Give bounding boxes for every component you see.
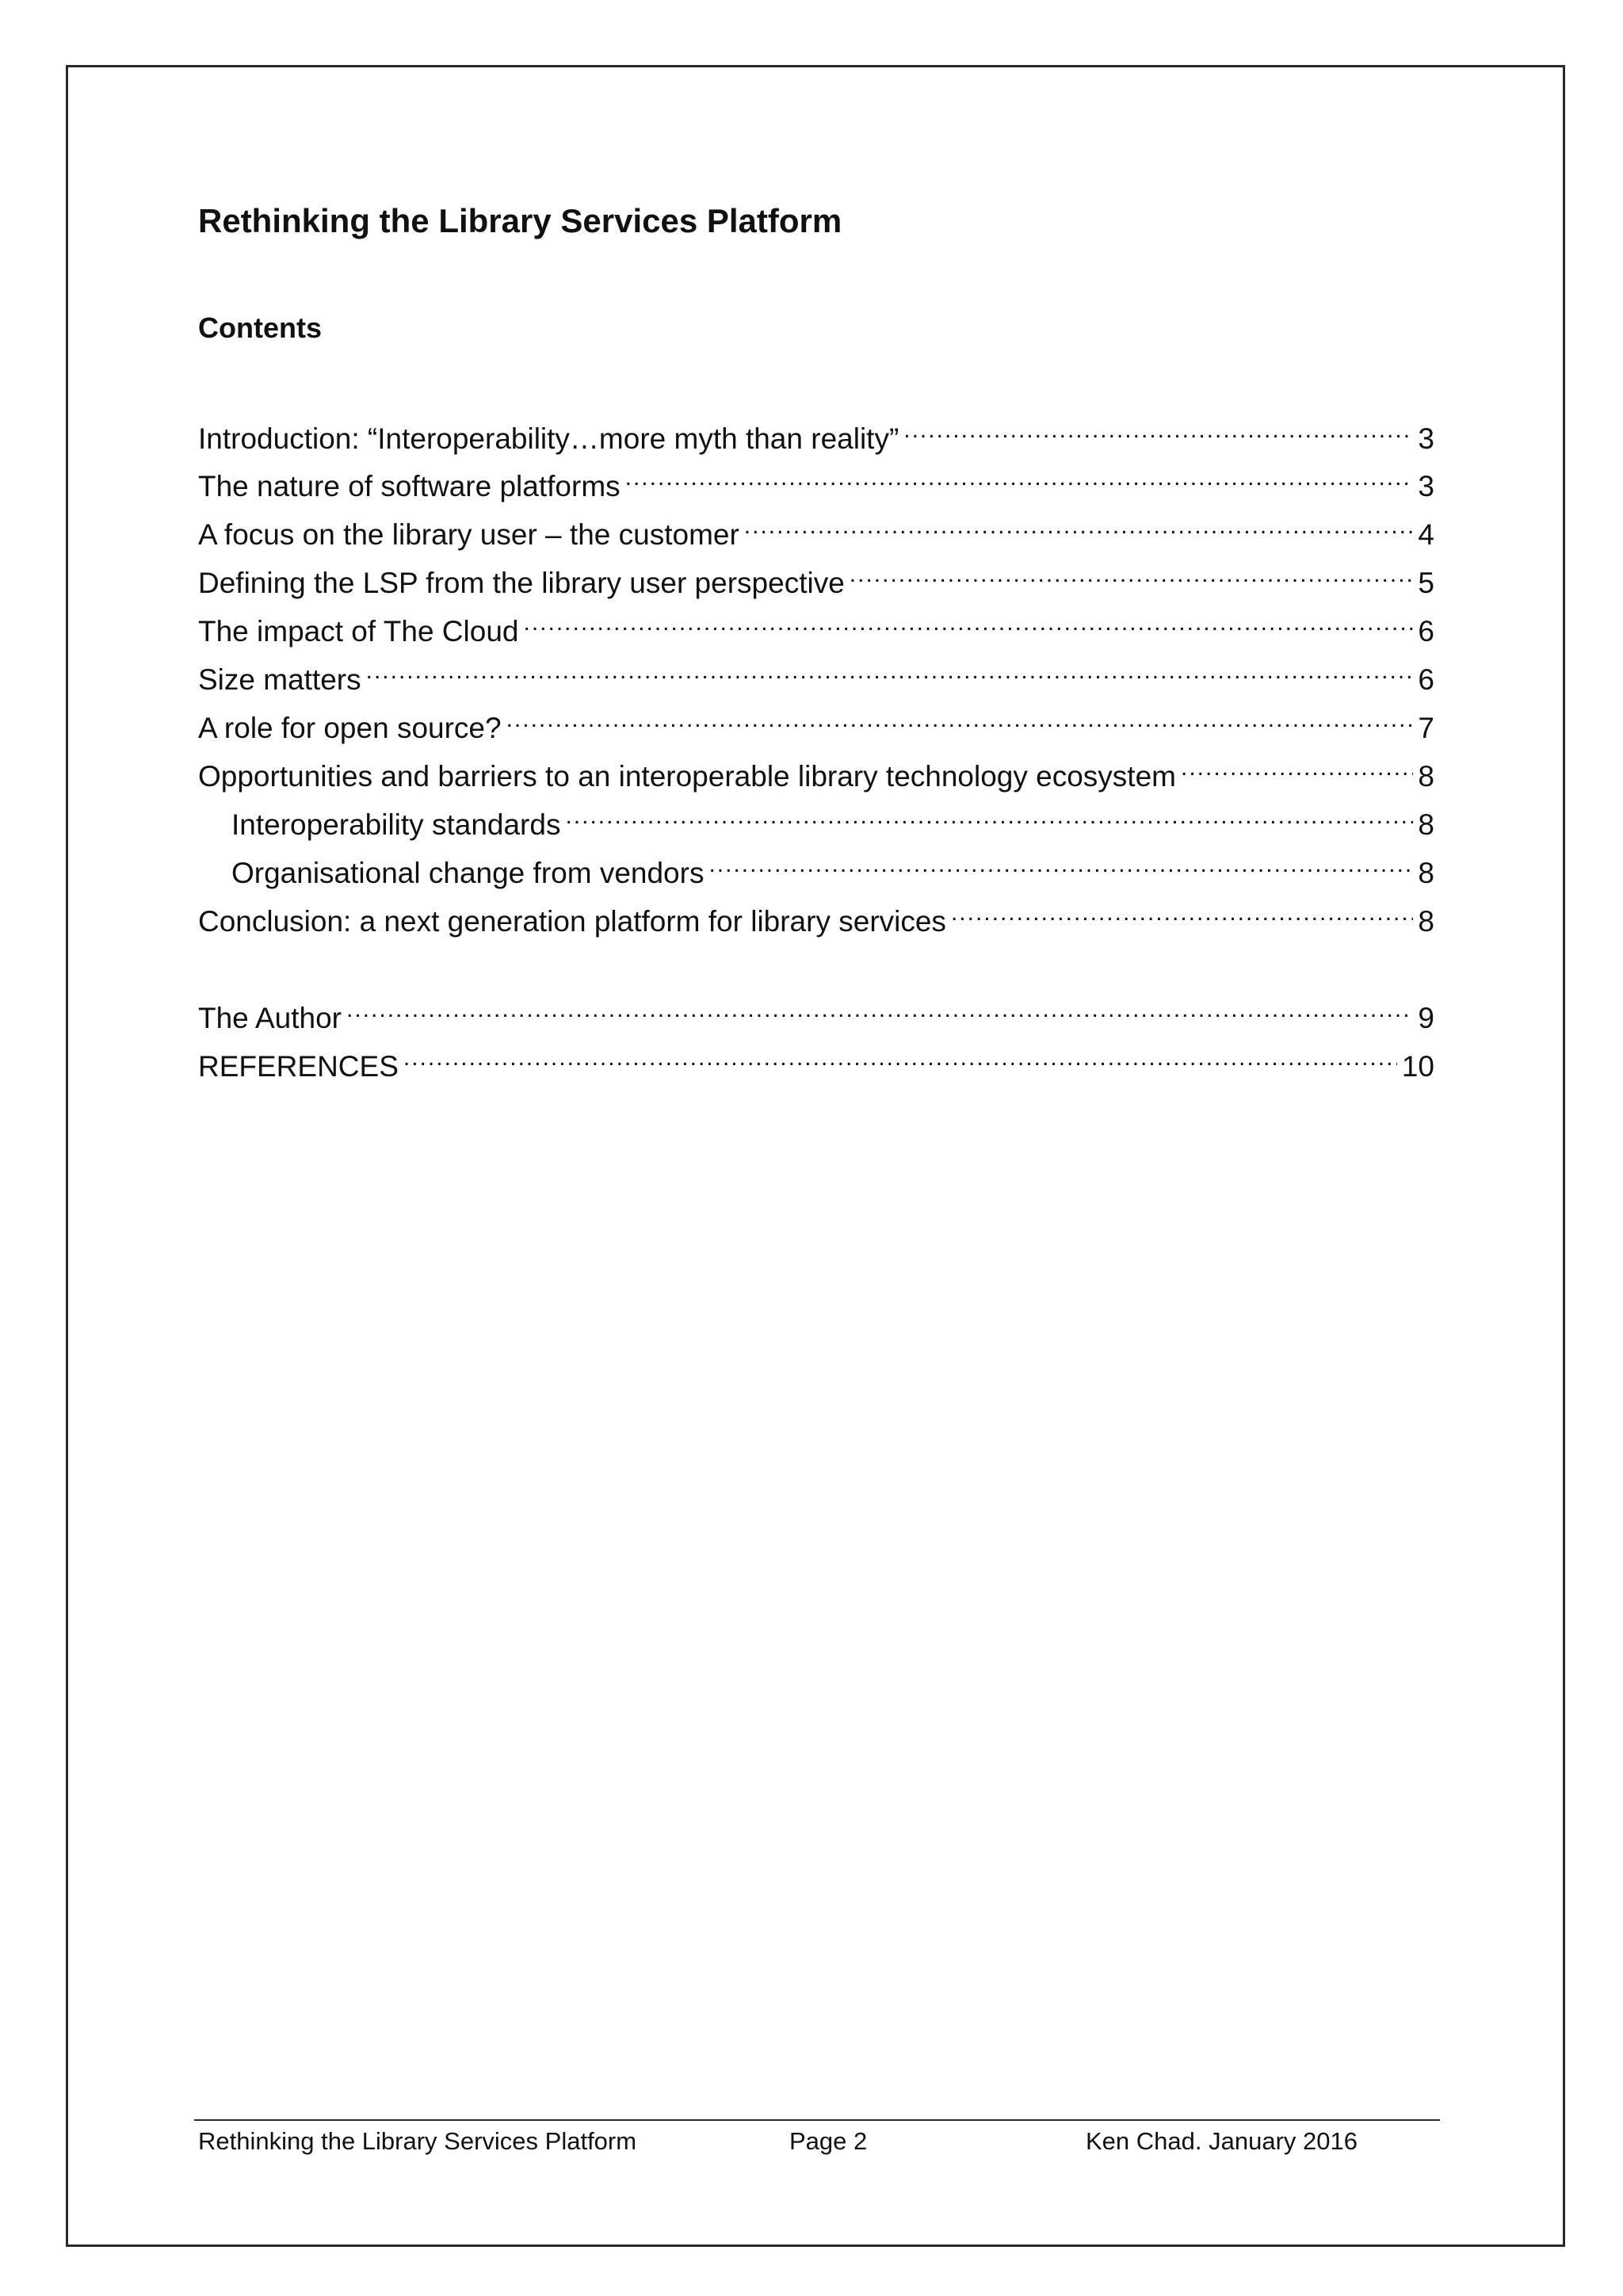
footer-divider: [194, 2119, 1440, 2121]
toc-page-number: 7: [1418, 712, 1434, 744]
toc-entry-title: Introduction: “Interoperability…more myth than reality”: [198, 422, 899, 455]
toc-dot-leader: [850, 555, 1414, 593]
toc-entry-role-for-open-source[interactable]: [198, 700, 1434, 744]
toc-page-number: 8: [1418, 808, 1434, 841]
toc-entry-title: Organisational change from vendors: [231, 857, 705, 889]
toc-page-number: 8: [1418, 905, 1434, 938]
toc-entry-conclusion[interactable]: [198, 893, 1434, 938]
toc-entry-defining-the-lsp[interactable]: [198, 555, 1434, 599]
toc-entry-title: The impact of The Cloud: [198, 615, 519, 648]
toc-entry-references[interactable]: [198, 1038, 1434, 1083]
toc-entry-nature-of-software-platforms[interactable]: [198, 458, 1434, 502]
toc-page-number: 9: [1418, 1002, 1434, 1034]
toc-entry-title: The nature of software platforms: [198, 470, 621, 502]
toc-dot-leader: [565, 797, 1413, 835]
toc-entry-focus-on-library-user[interactable]: [198, 506, 1434, 551]
toc-dot-leader: [523, 603, 1413, 641]
toc-entry-title: Opportunities and barriers to an interoperable library technology ecosystem: [198, 760, 1176, 793]
contents-heading: Contents: [198, 311, 322, 344]
toc-dot-leader: [403, 1038, 1397, 1076]
toc-dot-leader: [744, 506, 1414, 544]
toc-entry-title: A role for open source?: [198, 712, 502, 744]
toc-page-number: 6: [1418, 663, 1434, 696]
toc-entry-size-matters[interactable]: [198, 651, 1434, 696]
toc-dot-leader: [1181, 748, 1413, 786]
toc-entry-interoperability-standards[interactable]: [231, 797, 1434, 841]
footer-document-title: Rethinking the Library Services Platform: [198, 2127, 637, 2155]
toc-page-number: 4: [1418, 518, 1434, 551]
toc-page-number: 5: [1418, 567, 1434, 599]
toc-dot-leader: [346, 990, 1413, 1028]
footer-page-number: Page 2: [789, 2127, 868, 2155]
toc-entry-title: A focus on the library user – the customer: [198, 518, 739, 551]
toc-dot-leader: [366, 651, 1414, 690]
toc-dot-leader: [625, 458, 1414, 496]
toc-dot-leader: [506, 700, 1414, 738]
toc-page-number: 3: [1418, 470, 1434, 502]
toc-page-number: 6: [1418, 615, 1434, 648]
toc-page-number: 8: [1418, 760, 1434, 793]
toc-entry-title: The Author: [198, 1002, 342, 1034]
toc-entry-organisational-change[interactable]: [231, 845, 1434, 889]
toc-entry-title: REFERENCES: [198, 1050, 399, 1083]
toc-dot-leader: [951, 893, 1413, 931]
toc-entry-title: Interoperability standards: [231, 808, 561, 841]
toc-entry-title: Conclusion: a next generation platform for library services: [198, 905, 946, 938]
toc-entry-introduction[interactable]: [198, 411, 1434, 455]
toc-dot-leader: [903, 411, 1413, 449]
footer-author-date: Ken Chad. January 2016: [1086, 2127, 1358, 2155]
toc-entry-the-author[interactable]: [198, 990, 1434, 1034]
toc-page-number: 8: [1418, 857, 1434, 889]
toc-entry-opportunities-and-barriers[interactable]: [198, 748, 1434, 793]
toc-dot-leader: [708, 845, 1413, 883]
toc-entry-impact-of-the-cloud[interactable]: [198, 603, 1434, 648]
toc-page-number: 10: [1401, 1050, 1434, 1083]
toc-page-number: 3: [1418, 422, 1434, 455]
page-border: [66, 65, 1565, 2247]
toc-entry-title: Defining the LSP from the library user perspective: [198, 567, 845, 599]
document-title: Rethinking the Library Services Platform: [198, 202, 842, 239]
toc-entry-title: Size matters: [198, 663, 361, 696]
